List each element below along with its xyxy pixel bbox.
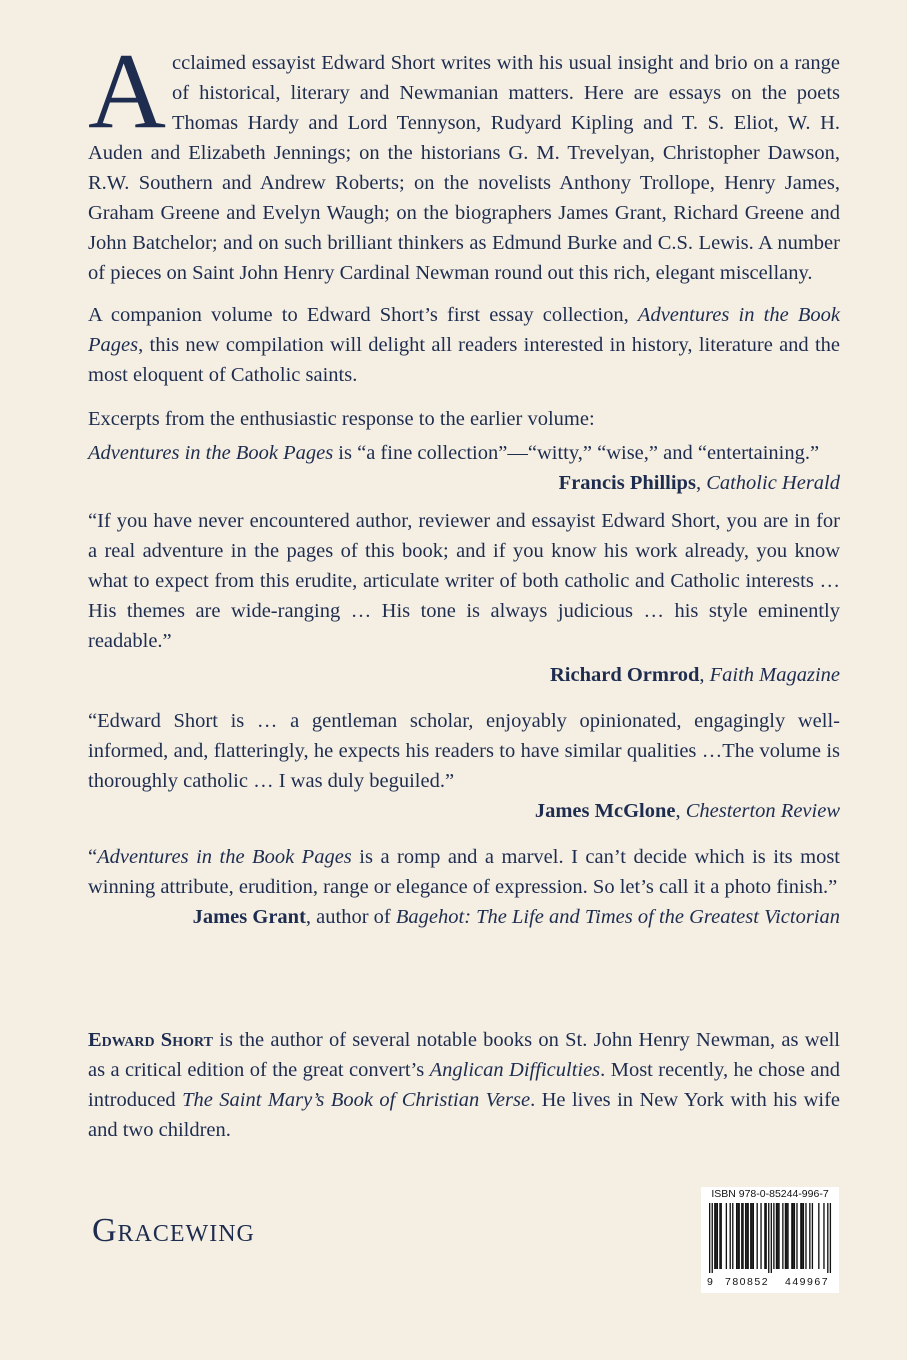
barcode-bar: [719, 1203, 720, 1269]
barcode-bar: [746, 1203, 747, 1269]
review-source: Catholic Herald: [706, 472, 840, 494]
reviewer-role: , author of: [305, 906, 396, 928]
barcode-bar: [791, 1203, 792, 1269]
publisher-logo: Gracewing: [92, 1212, 255, 1249]
bio-text: . Most recently, he chose and introduced: [88, 1059, 840, 1111]
barcode-bar: [776, 1203, 777, 1269]
blurb-column: [88, 32, 840, 940]
barcode-bar: [757, 1203, 758, 1269]
excerpts-lead: Excerpts from the enthusiastic response to the earlier volume:: [88, 408, 595, 430]
barcode-bar: [773, 1203, 774, 1269]
bio-text: . He lives in New York with his wife and two children.: [88, 1089, 840, 1141]
isbn-label: ISBN 978-0-85244-996-7: [711, 1188, 829, 1200]
barcode-bar: [792, 1203, 793, 1269]
reviewer-name: Richard Ormrod: [549, 664, 700, 686]
barcode-bar: [750, 1203, 751, 1269]
review-text: is “a fine collection”—“witty,” “wise,” and “entertaining.”: [333, 442, 820, 464]
barcode-bar: [721, 1203, 722, 1269]
review-quote: [88, 842, 840, 902]
barcode-bar: [753, 1203, 754, 1269]
barcode-bar: [737, 1203, 738, 1269]
barcode-bar: [751, 1203, 752, 1269]
barcode-digits-right: 449967: [785, 1276, 830, 1288]
barcode-bars: [705, 1203, 835, 1273]
open-quote: “: [88, 846, 98, 868]
barcode-bar: [787, 1203, 788, 1269]
bio-book-title: Anglican Difficulties: [429, 1059, 601, 1081]
reviewer-name: James Grant: [192, 906, 306, 928]
barcode-bar: [714, 1203, 715, 1269]
barcode-bar: [830, 1203, 831, 1273]
companion-text-end: , this new compilation will delight all readers interested in history, literature and the most eloquent of Catholic saints.: [88, 334, 840, 386]
barcode-bar: [730, 1203, 731, 1269]
barcode-bar: [764, 1203, 765, 1269]
review-source: Chesterton Review: [685, 800, 840, 822]
review-attribution: James McGlone, Chesterton Review: [534, 800, 840, 822]
barcode-bar: [715, 1203, 716, 1269]
isbn-barcode: [701, 1187, 839, 1293]
barcode-bar: [805, 1203, 806, 1269]
intro-text: cclaimed essayist Edward Short writes with his usual insight and brio on a range of historical, literary and Newmanian matters. Here are essays on the poets Thomas Hardy and Lord Tennyson, Rudyard Kipling and T. S. Eliot, W. H. Auden and Elizabeth Jennings; on the historians G. M. Trevelyan, Christopher Dawson, R.W. Southern and Andrew Roberts; on the novelists Anthony Trollope, Henry James, Graham Greene and Evelyn Waugh; on the biographers James Grant, Richard Greene and John Batchelor; and on such brilliant thinkers as Edmund Burke and C.S. Lewis. A number of pieces on Saint John Henry Cardinal Newman round out this rich, elegant miscellany.: [88, 52, 840, 284]
barcode-bar: [771, 1203, 772, 1273]
barcode-bar: [827, 1203, 828, 1273]
barcode-bar: [766, 1203, 767, 1269]
review-book-title: Adventures in the Book Pages: [97, 846, 352, 868]
barcode-bar: [760, 1203, 761, 1269]
companion-paragraph: [88, 300, 840, 390]
barcode-bar: [812, 1203, 813, 1269]
bio-text: is the author of several notable books on St. John Henry Newman, as well as a critical edition of the great convert’s: [88, 1029, 840, 1081]
barcode-bar: [803, 1203, 804, 1269]
barcode-bar: [712, 1203, 713, 1273]
review-attribution: Richard Ormrod, Faith Magazine: [549, 664, 840, 686]
barcode-bar: [709, 1203, 710, 1273]
barcode-bar: [818, 1203, 819, 1269]
barcode-bar: [726, 1203, 727, 1269]
barcode-bar: [745, 1203, 746, 1269]
reviewer-name: Francis Phillips: [558, 472, 696, 494]
barcode-bar: [796, 1203, 797, 1269]
barcode-digits-left: 780852: [725, 1276, 770, 1288]
barcode-bar: [741, 1203, 742, 1269]
barcode-bar: [782, 1203, 783, 1269]
barcode-digit-first: 9: [707, 1276, 713, 1288]
companion-book-title: Adventures in the Book Pages: [88, 304, 840, 356]
review-source: Faith Magazine: [709, 664, 840, 686]
review-attribution: Francis Phillips, Catholic Herald: [558, 472, 840, 494]
author-name: Edward Short: [88, 1029, 213, 1051]
barcode-bar: [742, 1203, 743, 1269]
barcode-bar: [732, 1203, 733, 1269]
intro-paragraph: [88, 32, 840, 288]
reviewer-name: James McGlone: [534, 800, 676, 822]
author-bio: [88, 1025, 840, 1145]
barcode-bar: [736, 1203, 737, 1269]
review-quote: “If you have never encountered author, reviewer and essayist Edward Short, you are in for a real adventure in the pages of this book; and if you know his work already, you know what to expect from this erudite, articulate writer of both catholic and Catholic interests … His themes are wide-ranging … His tone is always judicious … his style eminently readable.”: [88, 510, 840, 652]
barcode-bar: [809, 1203, 810, 1269]
barcode-bar: [794, 1203, 795, 1269]
review-source: Bagehot: The Life and Times of the Greatest Victorian: [395, 906, 840, 928]
barcode-bar: [748, 1203, 749, 1269]
review-attribution: [88, 902, 840, 932]
barcode-bar: [786, 1203, 787, 1269]
barcode-bar: [801, 1203, 802, 1269]
bio-book-title: The Saint Mary’s Book of Christian Verse: [182, 1089, 531, 1111]
review-book-title: Adventures in the Book Pages: [88, 442, 334, 464]
review-quote: [88, 438, 840, 468]
review-text: is a romp and a marvel. I can’t decide which is its most winning attribute, erudition, range or elegance of expression. So let’s call it a photo finish.”: [88, 846, 840, 898]
barcode-bar: [777, 1203, 778, 1269]
companion-text-start: A companion volume to Edward Short’s first essay collection,: [88, 304, 638, 326]
barcode-digits: [701, 1276, 839, 1290]
barcode-bar: [823, 1203, 824, 1269]
review-quote: “Edward Short is … a gentleman scholar, enjoyably opinionated, engagingly well-informed, and, flatteringly, he expects his readers to have similar qualities …The volume is thoroughly catholic … I was duly beguiled.”: [88, 710, 840, 792]
barcode-bar: [717, 1203, 718, 1269]
barcode-bar: [778, 1203, 779, 1269]
barcode-bar: [785, 1203, 786, 1269]
barcode-bar: [768, 1203, 769, 1273]
drop-cap: A: [88, 32, 166, 151]
barcode-bar: [800, 1203, 801, 1269]
barcode-bar: [739, 1203, 740, 1269]
